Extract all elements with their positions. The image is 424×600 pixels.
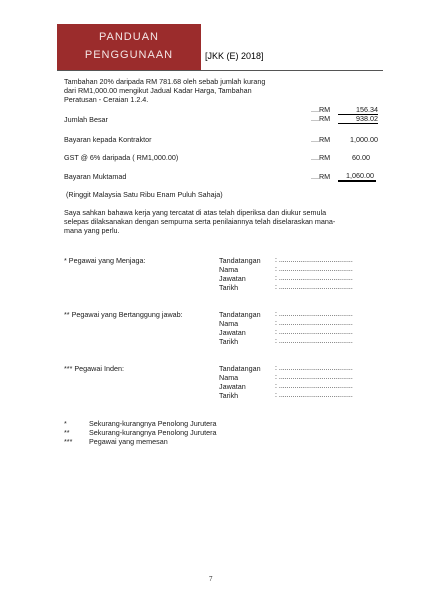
- header-divider: [57, 70, 383, 71]
- tandatangan-field[interactable]: : ......................................: [275, 257, 353, 264]
- jawatan-field[interactable]: : ......................................: [275, 329, 353, 336]
- tarikh-field[interactable]: : ......................................: [275, 284, 353, 291]
- tandatangan-field[interactable]: : ......................................: [275, 365, 353, 372]
- currency-label: ....RM: [311, 105, 331, 114]
- jumlah-besar-amount: 938.02: [338, 114, 378, 124]
- tandatangan-label: Tandatangan: [219, 310, 261, 319]
- nama-field[interactable]: : ......................................: [275, 374, 353, 381]
- intro-line-2: dari RM1,000.00 mengikut Jadual Kadar Harga, Tambahan: [64, 86, 252, 95]
- tarikh-label: Tarikh: [219, 391, 239, 400]
- kontraktor-amount: 1,000.00: [350, 135, 378, 144]
- tandatangan-label: Tandatangan: [219, 256, 261, 265]
- currency-label: ....RM: [311, 172, 331, 181]
- nama-label: Nama: [219, 265, 239, 274]
- tandatangan-field[interactable]: : ......................................: [275, 311, 353, 318]
- jawatan-field[interactable]: : ......................................: [275, 275, 353, 282]
- signatory-menjaga-label: * Pegawai yang Menjaga:: [64, 256, 146, 265]
- currency-label: ....RM: [311, 153, 331, 162]
- header-title-line2: PENGGUNAAN: [84, 49, 174, 61]
- note-text: Sekurang-kurangnya Penolong Jurutera: [89, 428, 217, 437]
- nama-field[interactable]: : ......................................: [275, 266, 353, 273]
- jawatan-label: Jawatan: [219, 274, 246, 283]
- tarikh-field[interactable]: : ......................................: [275, 392, 353, 399]
- kontraktor-label: Bayaran kepada Kontraktor: [64, 135, 152, 144]
- note-mark: **: [64, 428, 70, 437]
- muktamad-label: Bayaran Muktamad: [64, 172, 127, 181]
- currency-label: ....RM: [311, 135, 331, 144]
- page-number: 7: [209, 575, 213, 583]
- header-banner: [57, 24, 201, 70]
- muktamad-amount: 1,060.00: [338, 171, 376, 182]
- intro-line-3: Peratusan - Ceraian 1.2.4.: [64, 95, 149, 104]
- jawatan-label: Jawatan: [219, 382, 246, 391]
- document-code: [JKK (E) 2018]: [205, 51, 264, 61]
- certification-line-1: Saya sahkan bahawa kerja yang tercatat di atas telah diperiksa dan diukur semula: [64, 208, 327, 217]
- tandatangan-label: Tandatangan: [219, 364, 261, 373]
- note-mark: ***: [64, 437, 73, 446]
- jawatan-field[interactable]: : ......................................: [275, 383, 353, 390]
- tarikh-field[interactable]: : ......................................: [275, 338, 353, 345]
- nama-field[interactable]: : ......................................: [275, 320, 353, 327]
- signatory-inden-label: *** Pegawai Inden:: [64, 364, 124, 373]
- intro-line-1: Tambahan 20% daripada RM 781.68 oleh sebab jumlah kurang: [64, 77, 266, 86]
- gst-label: GST @ 6% daripada ( RM1,000.00): [64, 153, 179, 162]
- note-text: Pegawai yang memesan: [89, 437, 168, 446]
- tarikh-label: Tarikh: [219, 337, 239, 346]
- amount-in-words: (Ringgit Malaysia Satu Ribu Enam Puluh Sahaja): [66, 190, 223, 199]
- currency-label: ....RM: [311, 114, 331, 123]
- tarikh-label: Tarikh: [219, 283, 239, 292]
- jawatan-label: Jawatan: [219, 328, 246, 337]
- gst-amount: 60.00: [352, 153, 370, 162]
- certification-line-3: mana yang perlu.: [64, 226, 120, 235]
- note-text: Sekurang-kurangnya Penolong Jurutera: [89, 419, 217, 428]
- nama-label: Nama: [219, 319, 239, 328]
- jumlah-besar-label: Jumlah Besar: [64, 115, 108, 124]
- addition-amount: 156.34: [338, 105, 378, 115]
- nama-label: Nama: [219, 373, 239, 382]
- note-mark: *: [64, 419, 67, 428]
- signatory-bertanggung-jawab-label: ** Pegawai yang Bertanggung jawab:: [64, 310, 183, 319]
- header-title-line1: PANDUAN: [99, 31, 159, 43]
- certification-line-2: selepas dilaksanakan dengan sempurna serta penilaiannya telah diselaraskan mana-: [64, 217, 336, 226]
